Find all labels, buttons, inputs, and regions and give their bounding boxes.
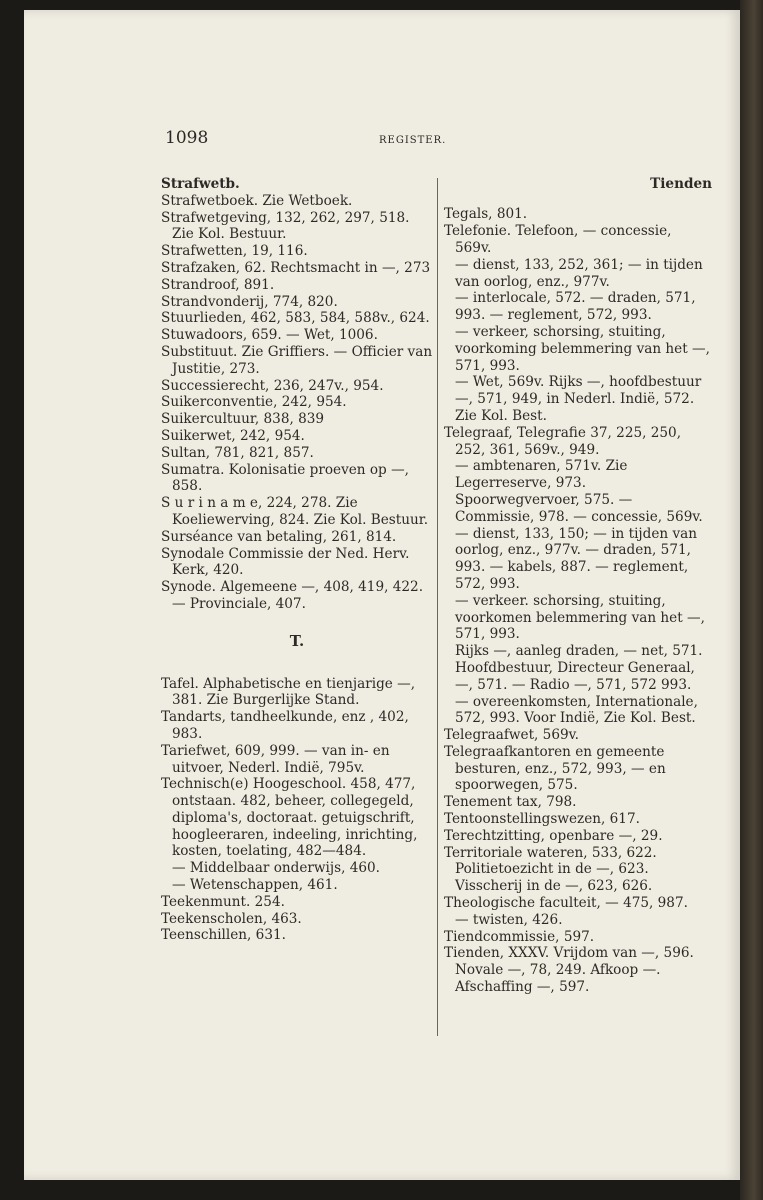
- index-entry: Strafwetgeving, 132, 262, 297, 518. Zie Kol. Bestuur.: [161, 209, 410, 243]
- index-entry: — Middelbaar onderwijs, 460.: [172, 860, 380, 877]
- index-entry: Strandroof, 891.: [161, 276, 275, 293]
- index-entry: — verkeer, schorsing, stuiting, voorkoming belemmering van het —, 571, 993.: [455, 323, 710, 374]
- index-entry: Synode. Algemeene —, 408, 419, 422. — Provinciale, 407.: [161, 579, 424, 612]
- left-heading: Strafwetb.: [161, 176, 240, 192]
- index-entry: — twisten, 426.: [455, 911, 563, 928]
- index-entry: Theologische faculteit, — 475, 987.: [444, 895, 688, 912]
- section-letter: T.: [289, 631, 305, 650]
- page-number: 1098: [165, 128, 209, 148]
- index-entry: Surséance van betaling, 261, 814.: [161, 528, 397, 545]
- index-entry: Rijks —, aanleg draden, — net, 571.: [455, 643, 703, 660]
- right-column: [444, 176, 712, 996]
- index-entry: Telefonie. Telefoon, — concessie, 569v.: [444, 223, 672, 256]
- book-binding: [740, 0, 763, 1200]
- index-entry: — dienst, 133, 252, 361; — in tijden van oorlog, enz., 977v.: [455, 256, 703, 290]
- index-entry: Telegraaf, Telegrafie 37, 225, 250, 252, 361, 569v., 949.: [444, 424, 682, 458]
- index-entry: Teekenmunt. 254.: [161, 893, 285, 910]
- index-entry: — Wet, 569v. Rijks —, hoofdbestuur —, 571, 949, in Nederl. Indië, 572. Zie Kol. Best.: [455, 374, 702, 424]
- index-entry: — Wetenschappen, 461.: [172, 877, 338, 894]
- index-entry: Strandvonderij, 774, 820.: [161, 293, 338, 310]
- index-entry: Hoofdbestuur, Directeur Generaal, —, 571. — Radio —, 571, 572 993.: [455, 659, 695, 693]
- index-entry: Suikercultuur, 838, 839: [161, 411, 325, 428]
- index-entry: Tenement tax, 798.: [444, 794, 577, 811]
- index-entry: Technisch(e) Hoogeschool. 458, 477, ontstaan. 482, beheer, collegegeld, diploma's, doctoraat. getuigschrift, hoogleeraren, indeeling, inrichting, kosten, toelating, 482—484.: [161, 776, 418, 860]
- index-entry: Strafwetboek. Zie Wetboek.: [161, 192, 353, 209]
- index-entry: Strafwetten, 19, 116.: [161, 243, 308, 260]
- index-entry: Teenschillen, 631.: [161, 927, 286, 944]
- index-entry: Telegraafkantoren en gemeente besturen, enz., 572, 993, — en spoorwegen, 575.: [444, 743, 666, 794]
- index-entry: — overeenkomsten, Internationale, 572, 993. Voor Indië, Zie Kol. Best.: [455, 693, 698, 727]
- index-entry: Telegraafwet, 569v.: [444, 727, 580, 744]
- index-entry: Terechtzitting, openbare —, 29.: [444, 827, 663, 844]
- index-entry: Stuwadoors, 659. — Wet, 1006.: [161, 327, 378, 344]
- index-entry: — verkeer. schorsing, stuiting, voorkomen belemmering van het —, 571, 993.: [455, 592, 705, 643]
- index-entry: Successierecht, 236, 247v., 954.: [161, 377, 384, 394]
- index-entry: Sultan, 781, 821, 857.: [161, 444, 314, 461]
- index-entry: Strafzaken, 62. Rechtsmacht in —, 273: [161, 259, 431, 276]
- index-entry: Tafel. Alphabetische en tienjarige —, 381. Zie Burgerlijke Stand.: [161, 675, 416, 709]
- index-entry: Teekenscholen, 463.: [161, 910, 302, 927]
- index-entry: Suikerwet, 242, 954.: [161, 427, 305, 444]
- left-column: [161, 176, 433, 944]
- index-entry: Sumatra. Kolonisatie proeven op —, 858.: [161, 461, 409, 495]
- right-heading: Tienden: [650, 176, 712, 192]
- running-title: REGISTER.: [379, 135, 447, 146]
- index-entry: — ambtenaren, 571v. Zie Legerreserve, 973. Spoorwegvervoer, 575. — Commissie, 978. — concessie, 569v. — dienst, 133, 150; — in tijden van oorlog, enz., 977v. — draden, 571, 993. — kabels, 887. — reglement, 572, 993.: [455, 458, 703, 592]
- index-entry: Tariefwet, 609, 999. — van in- en uitvoer, Nederl. Indië, 795v.: [161, 742, 390, 776]
- index-entry: Synodale Commissie der Ned. Herv. Kerk, 420.: [161, 545, 410, 579]
- index-entry: Territoriale wateren, 533, 622. Politietoezicht in de —, 623. Visscherij in de —, 623, 626.: [444, 844, 657, 895]
- index-entry: Tiendcommissie, 597.: [444, 928, 595, 945]
- index-entry: Tienden, XXXV. Vrijdom van —, 596. Novale —, 78, 249. Afkoop —. Afschaffing —, 597.: [444, 945, 694, 996]
- index-entry: Tegals, 801.: [444, 206, 528, 223]
- index-entry: Suikerconventie, 242, 954.: [161, 394, 347, 411]
- index-entry: Tandarts, tandheelkunde, enz , 402, 983.: [161, 709, 409, 742]
- index-entry: — interlocale, 572. — draden, 571, 993. — reglement, 572, 993.: [455, 290, 696, 324]
- index-entry: Substituut. Zie Griffiers. — Officier van Justitie, 273.: [161, 343, 433, 377]
- column-divider: [437, 178, 438, 1036]
- index-entry: S u r i n a m e, 224, 278. Zie Koeliewerving, 824. Zie Kol. Bestuur.: [161, 495, 429, 528]
- index-entry: Tentoonstellingswezen, 617.: [444, 811, 640, 828]
- index-entry: Stuurlieden, 462, 583, 584, 588v., 624.: [161, 310, 430, 327]
